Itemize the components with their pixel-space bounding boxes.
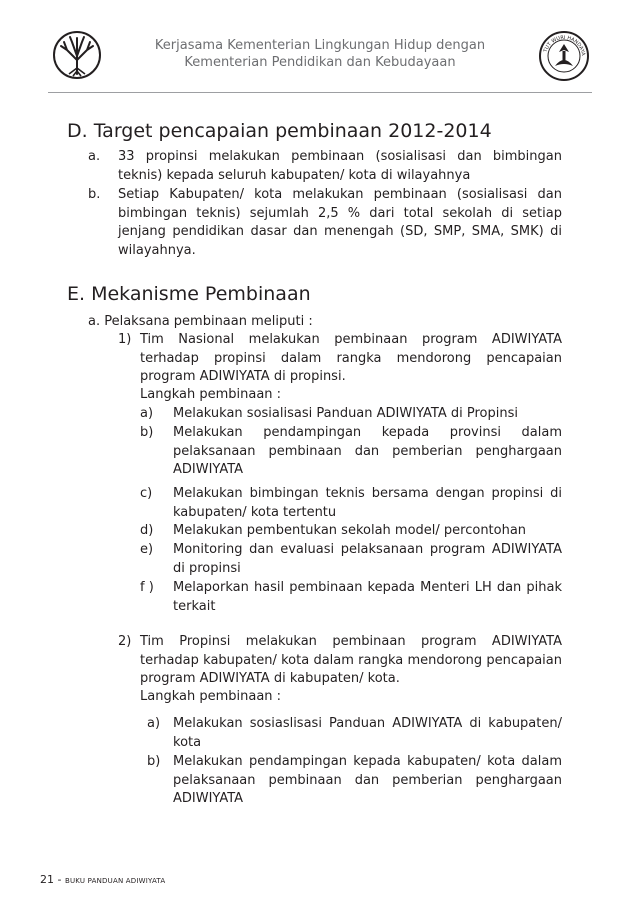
point-1-step-a-text: Melakukan sosialisasi Panduan ADIWIYATA di Propinsi (173, 406, 518, 421)
tree-logo-icon (52, 30, 102, 80)
header-line-2: Kementerian Pendidikan dan Kebudayaan (184, 55, 456, 70)
point-2-step-a-text: Melakukan sosiaslisasi Panduan ADIWIYATA di kabupaten/ kota (173, 716, 562, 750)
point-1-label: 1) (118, 332, 132, 347)
tut-wuri-handayani-logo-icon (538, 30, 590, 82)
header-divider (48, 92, 592, 93)
section-d-title: D. Target pencapaian pembinaan 2012-2014 (67, 120, 492, 142)
section-d-item-a-text: 33 propinsi melakukan pembinaan (sosialisasi dan bimbingan teknis) kepada seluruh kabupaten/ kota di wilayahnya (118, 149, 562, 183)
point-1-step-e-label: e) (140, 542, 154, 557)
point-1-step-b-label: b) (140, 425, 154, 440)
point-2-step-b-text: Melakukan pendampingan kepada kabupaten/ kota dalam pelaksanaan pembinaan dan pemberian penghargaan ADIWIYATA (173, 754, 562, 806)
point-1-step-f-text: Melaporkan hasil pembinaan kepada Menteri LH dan pihak terkait (173, 580, 562, 614)
svg-text:TUT WURI HANDAYANI (538, 30, 586, 57)
point-1-steps-title: Langkah pembinaan : (140, 387, 282, 402)
point-1-step-d-label: d) (140, 523, 154, 538)
point-1-step-c-label: c) (140, 486, 153, 501)
point-2-label: 2) (118, 634, 132, 649)
section-d-item-b-text: Setiap Kabupaten/ kota melakukan pembinaan (sosialisasi dan bimbingan teknis) sejumlah 2,5 % dari total sekolah di setiap jenjang pendidikan dasar dan menengah (SD, SMP, SMA, SMK) di wilayahnya. (118, 187, 562, 258)
page-footer (40, 873, 165, 886)
point-1-text: Tim Nasional melakukan pembinaan program ADIWIYATA terhadap propinsi dalam rangka mendorong pencapaian program ADIWIYATA di propinsi. (140, 332, 562, 384)
point-1-step-e-text: Monitoring dan evaluasi pelaksanaan program ADIWIYATA di propinsi (173, 542, 562, 576)
header-line-1: Kerjasama Kementerian Lingkungan Hidup dengan (154, 38, 486, 53)
section-e-intro: a. Pelaksana pembinaan meliputi : (88, 314, 313, 329)
point-2-text: Tim Propinsi melakukan pembinaan program ADIWIYATA terhadap kabupaten/ kota dalam rangka mendorong pencapaian program ADIWIYATA di kabupaten/ kota. (140, 634, 562, 686)
point-1-step-a-label: a) (140, 406, 154, 421)
point-1-step-b-text: Melakukan pendampingan kepada provinsi dalam pelaksanaan pembinaan dan pemberian penghargaan ADIWIYATA (173, 425, 562, 477)
page-number: 21 - (40, 873, 62, 886)
point-2-step-b-label: b) (147, 754, 161, 769)
section-d-item-b-label: b. (88, 187, 101, 202)
book-title: BUKU PANDUAN ADIWIYATA (64, 877, 166, 885)
point-2-step-a-label: a) (147, 716, 161, 731)
section-e-title: E. Mekanisme Pembinaan (67, 283, 311, 305)
logo-arc-text: TUT WURI HANDAYA (542, 34, 586, 57)
section-d-item-a-label: a. (88, 149, 101, 164)
point-2-steps-title: Langkah pembinaan : (140, 689, 282, 704)
point-1-step-c-text: Melakukan bimbingan teknis bersama dengan propinsi di kabupaten/ kota tertentu (173, 486, 562, 520)
point-1-step-d-text: Melakukan pembentukan sekolah model/ percontohan (173, 523, 527, 538)
header-text (110, 37, 530, 71)
page-header (0, 0, 638, 95)
point-1-step-f-label: f ) (140, 580, 154, 595)
